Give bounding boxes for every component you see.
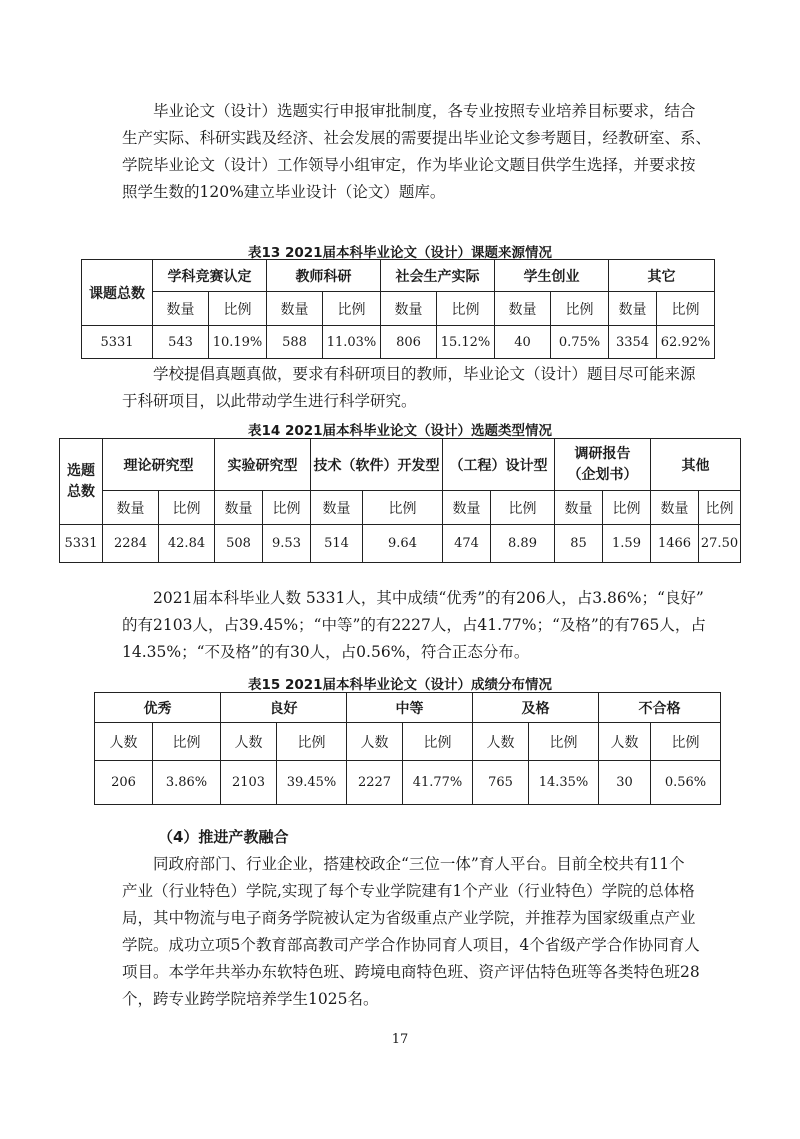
table13-group-header: 学生创业	[495, 260, 609, 292]
table14-total-header-line: 选题	[67, 462, 95, 479]
table-row	[95, 761, 721, 805]
table13-group-header: 其它	[609, 260, 715, 292]
table-cell: 2103	[221, 761, 277, 805]
table15	[94, 692, 721, 805]
paragraph-line: 项目。本学年共举办东软特色班、跨境电商特色班、资产评估特色班等各类特色班28	[122, 963, 700, 981]
table-cell: 206	[95, 761, 153, 805]
paragraph-line: 2021届本科毕业人数 5331人，其中成绩“优秀”的有206人，占3.86%；“良好”	[153, 589, 704, 607]
table-cell: 9.53	[263, 525, 311, 563]
table14-total-header	[60, 439, 103, 525]
paragraph-line: 学院毕业论文（设计）工作领导小组审定，作为毕业论文题目供学生选择，并要求按	[122, 156, 696, 174]
table13-group-header: 学科竞赛认定	[153, 260, 267, 292]
table13-total-header: 课题总数	[82, 260, 153, 326]
table-cell: 0.75%	[551, 326, 609, 359]
table15-subheader: 人数	[95, 723, 153, 761]
table14-subheader: 比例	[699, 491, 741, 525]
table-cell: 0.56%	[651, 761, 721, 805]
table-cell: 14.35%	[529, 761, 599, 805]
table-cell: 9.64	[363, 525, 443, 563]
table15-subheader: 比例	[277, 723, 347, 761]
table-cell: 474	[443, 525, 491, 563]
table-cell: 3.86%	[153, 761, 221, 805]
table15-subheader: 人数	[221, 723, 277, 761]
table14-subheader: 数量	[215, 491, 263, 525]
paragraph-line: 产业（行业特色）学院,实现了每个专业学院建有1个产业（行业特色）学院的总体格	[122, 882, 695, 900]
table14-group-header-line: 调研报告	[574, 445, 631, 462]
table-cell: 8.89	[491, 525, 555, 563]
table13-subheader: 数量	[153, 292, 209, 326]
paragraph-line: 同政府部门、行业企业，搭建校政企“三位一体”育人平台。目前全校共有11个	[153, 855, 685, 873]
table14-subheader: 比例	[491, 491, 555, 525]
table13-subheader: 数量	[267, 292, 323, 326]
table15-subheader: 比例	[403, 723, 473, 761]
table-cell: 806	[381, 326, 437, 359]
table15-caption: 表15 2021届本科毕业论文（设计）成绩分布情况	[247, 677, 553, 693]
table-cell: 27.50	[699, 525, 741, 563]
table13-group-header: 教师科研	[267, 260, 381, 292]
page-number: 17	[391, 1032, 409, 1047]
table-cell: 588	[267, 326, 323, 359]
paragraph-line: 学校提倡真题真做，要求有科研项目的教师，毕业论文（设计）题目尽可能来源	[153, 365, 696, 383]
table14-group-header: 技术（软件）开发型	[311, 439, 443, 491]
table15-subheader: 人数	[599, 723, 651, 761]
paragraph-line: 于科研项目，以此带动学生进行科学研究。	[122, 392, 417, 410]
table15-subheader: 人数	[347, 723, 403, 761]
table-cell: 1.59	[603, 525, 651, 563]
table-cell: 10.19%	[209, 326, 267, 359]
table-cell: 11.03%	[323, 326, 381, 359]
table14-caption: 表14 2021届本科毕业论文（设计）选题类型情况	[247, 423, 553, 439]
table14-subheader: 数量	[103, 491, 159, 525]
table-cell: 39.45%	[277, 761, 347, 805]
table14-total-header-line: 总数	[67, 483, 95, 500]
table14-group-header	[555, 439, 651, 491]
table-cell: 2284	[103, 525, 159, 563]
table15-group-header: 及格	[473, 693, 599, 723]
table-cell: 3354	[609, 326, 657, 359]
table13-subheader: 比例	[323, 292, 381, 326]
table15-group-header: 优秀	[95, 693, 221, 723]
table15-subheader: 比例	[651, 723, 721, 761]
table-row	[60, 525, 741, 563]
table13	[81, 259, 715, 359]
table-cell: 508	[215, 525, 263, 563]
mid-paragraph	[122, 361, 696, 415]
table-cell: 15.12%	[437, 326, 495, 359]
table15-subheader: 人数	[473, 723, 529, 761]
table15-group-header: 不合格	[599, 693, 721, 723]
table-cell: 514	[311, 525, 363, 563]
table13-subheader: 比例	[657, 292, 715, 326]
table15-subheader: 比例	[153, 723, 221, 761]
table14-subheader: 数量	[311, 491, 363, 525]
table13-subheader: 数量	[381, 292, 437, 326]
table13-subheader: 数量	[495, 292, 551, 326]
table14-subheader: 数量	[555, 491, 603, 525]
table13-subheader: 数量	[609, 292, 657, 326]
table-cell: 1466	[651, 525, 699, 563]
paragraph-line: 学院。成功立项5个教育部高教司产学合作协同育人项目，4个省级产学合作协同育人	[122, 936, 700, 954]
table14-subheader: 比例	[263, 491, 311, 525]
table14-subheader: 比例	[363, 491, 443, 525]
table15-subheader: 比例	[529, 723, 599, 761]
table14-group-header: 实验研究型	[215, 439, 311, 491]
table-cell: 5331	[82, 326, 153, 359]
table14-subheader: 比例	[159, 491, 215, 525]
table13-subheader: 比例	[209, 292, 267, 326]
paragraph-line: 毕业论文（设计）选题实行申报审批制度，各专业按照专业培养目标要求，结合	[153, 102, 696, 120]
table-row	[82, 326, 715, 359]
grade-paragraph	[122, 585, 706, 666]
section-heading: （4）推进产教融合	[158, 828, 289, 846]
table-cell: 765	[473, 761, 529, 805]
table-cell: 30	[599, 761, 651, 805]
paragraph-line: 的有2103人，占39.45%；“中等”的有2227人，占41.77%；“及格”的有765人，占	[122, 616, 706, 634]
intro-paragraph	[122, 98, 712, 206]
paragraph-line: 14.35%；“不及格”的有30人，占0.56%，符合正态分布。	[122, 643, 530, 661]
table-cell: 41.77%	[403, 761, 473, 805]
table14-group-header: 其他	[651, 439, 741, 491]
paragraph-line: 局，其中物流与电子商务学院被认定为省级重点产业学院，并推荐为国家级重点产业	[122, 909, 696, 927]
table-cell: 42.84	[159, 525, 215, 563]
paragraph-line: 个，跨专业跨学院培养学生1025名。	[122, 990, 379, 1008]
table-cell: 85	[555, 525, 603, 563]
paragraph-line: 生产实际、科研实践及经济、社会发展的需要提出毕业论文参考题目，经教研室、系、	[122, 129, 712, 147]
table14	[59, 438, 741, 563]
table13-subheader: 比例	[437, 292, 495, 326]
paragraph-line: 照学生数的120%建立毕业设计（论文）题库。	[122, 183, 446, 201]
table14-subheader: 数量	[651, 491, 699, 525]
table14-subheader: 比例	[603, 491, 651, 525]
table15-group-header: 中等	[347, 693, 473, 723]
table14-group-header-line: （企划书）	[567, 466, 638, 483]
table14-group-header: （工程）设计型	[443, 439, 555, 491]
table14-subheader: 数量	[443, 491, 491, 525]
final-paragraph	[122, 851, 700, 1013]
table15-group-header: 良好	[221, 693, 347, 723]
table13-subheader: 比例	[551, 292, 609, 326]
table-cell: 40	[495, 326, 551, 359]
table-cell: 2227	[347, 761, 403, 805]
table-cell: 5331	[60, 525, 103, 563]
table13-caption: 表13 2021届本科毕业论文（设计）课题来源情况	[247, 245, 553, 261]
table-cell: 543	[153, 326, 209, 359]
table-cell: 62.92%	[657, 326, 715, 359]
table14-group-header: 理论研究型	[103, 439, 215, 491]
table13-group-header: 社会生产实际	[381, 260, 495, 292]
